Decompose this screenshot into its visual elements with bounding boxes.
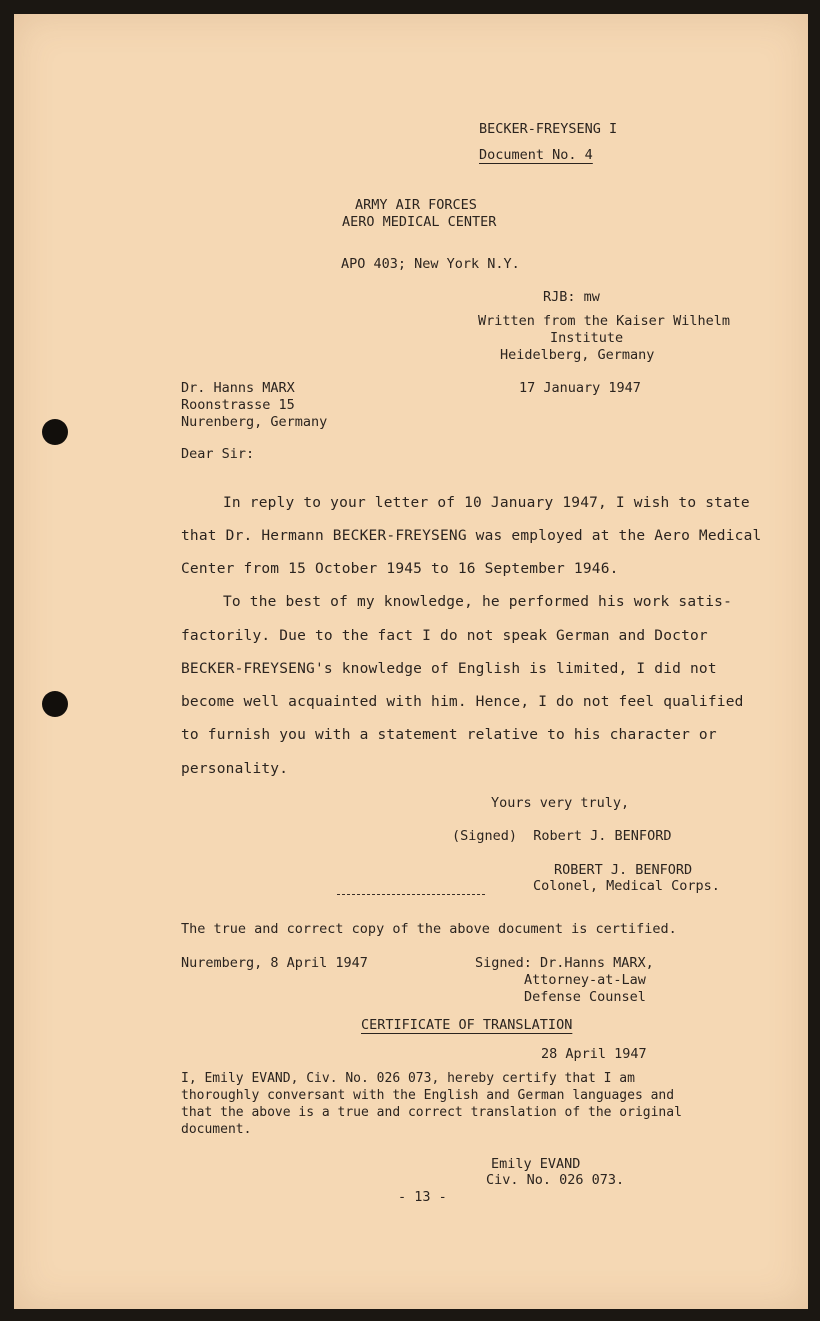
recipient-line-1: Dr. Hanns MARX [181,380,295,396]
body-line: To the best of my knowledge, he performed his work satis- [223,594,732,610]
org-line-2: AERO MEDICAL CENTER [342,214,497,230]
body-line: Center from 15 October 1945 to 16 September 1946. [181,561,619,577]
written-from-3: Heidelberg, Germany [500,347,655,363]
letter-date: 17 January 1947 [519,380,641,396]
body-line: that Dr. Hermann BECKER-FREYSENG was employed at the Aero Medical [181,528,762,544]
closing-name: ROBERT J. BENFORD [554,862,693,878]
closing-yours: Yours very truly, [491,795,630,811]
written-from-1: Written from the Kaiser Wilhelm [478,313,730,329]
body-line: become well acquainted with him. Hence, I do not feel qualified [181,694,744,710]
certification-role-1: Attorney-at-Law [524,972,646,988]
divider [337,894,485,895]
written-from-2: Institute [550,330,624,346]
recipient-line-3: Nurenberg, Germany [181,414,328,430]
certification-signed: Signed: Dr.Hanns MARX, [475,955,654,971]
recipient-line-2: Roonstrasse 15 [181,397,295,413]
closing-signed: (Signed) Robert J. BENFORD [452,828,672,844]
certification-statement: The true and correct copy of the above document is certified. [181,921,677,937]
certification-role-2: Defense Counsel [524,989,646,1005]
certification-place-date: Nuremberg, 8 April 1947 [181,955,368,971]
body-line: to furnish you with a statement relative to his character or [181,727,717,743]
translator-name: Emily EVAND [491,1156,581,1172]
org-address: APO 403; New York N.Y. [341,256,520,272]
translation-date: 28 April 1947 [541,1046,647,1062]
page-number: - 13 - [398,1189,447,1205]
body-line: BECKER-FREYSENG's knowledge of English is limited, I did not [181,661,717,677]
translation-line: that the above is a true and correct translation of the original [181,1105,682,1120]
salutation: Dear Sir: [181,446,255,462]
org-line-1: ARMY AIR FORCES [355,197,477,213]
punch-hole-top [42,419,68,445]
doc-id: BECKER-FREYSENG I [479,121,618,137]
body-line: In reply to your letter of 10 January 1947, I wish to state [223,495,750,511]
body-line: factorily. Due to the fact I do not speak German and Doctor [181,628,708,644]
doc-number: Document No. 4 [479,147,593,163]
document-page [14,14,808,1309]
body-line: personality. [181,761,289,777]
punch-hole-bottom [42,691,68,717]
closing-title: Colonel, Medical Corps. [533,878,720,894]
translator-civ: Civ. No. 026 073. [486,1172,625,1188]
translation-line: thoroughly conversant with the English and German languages and [181,1088,675,1103]
translation-line: I, Emily EVAND, Civ. No. 026 073, hereby certify that I am [181,1071,635,1086]
ref-initials: RJB: mw [543,289,600,305]
translation-heading: CERTIFICATE OF TRANSLATION [361,1017,573,1033]
translation-line: document. [181,1122,252,1137]
